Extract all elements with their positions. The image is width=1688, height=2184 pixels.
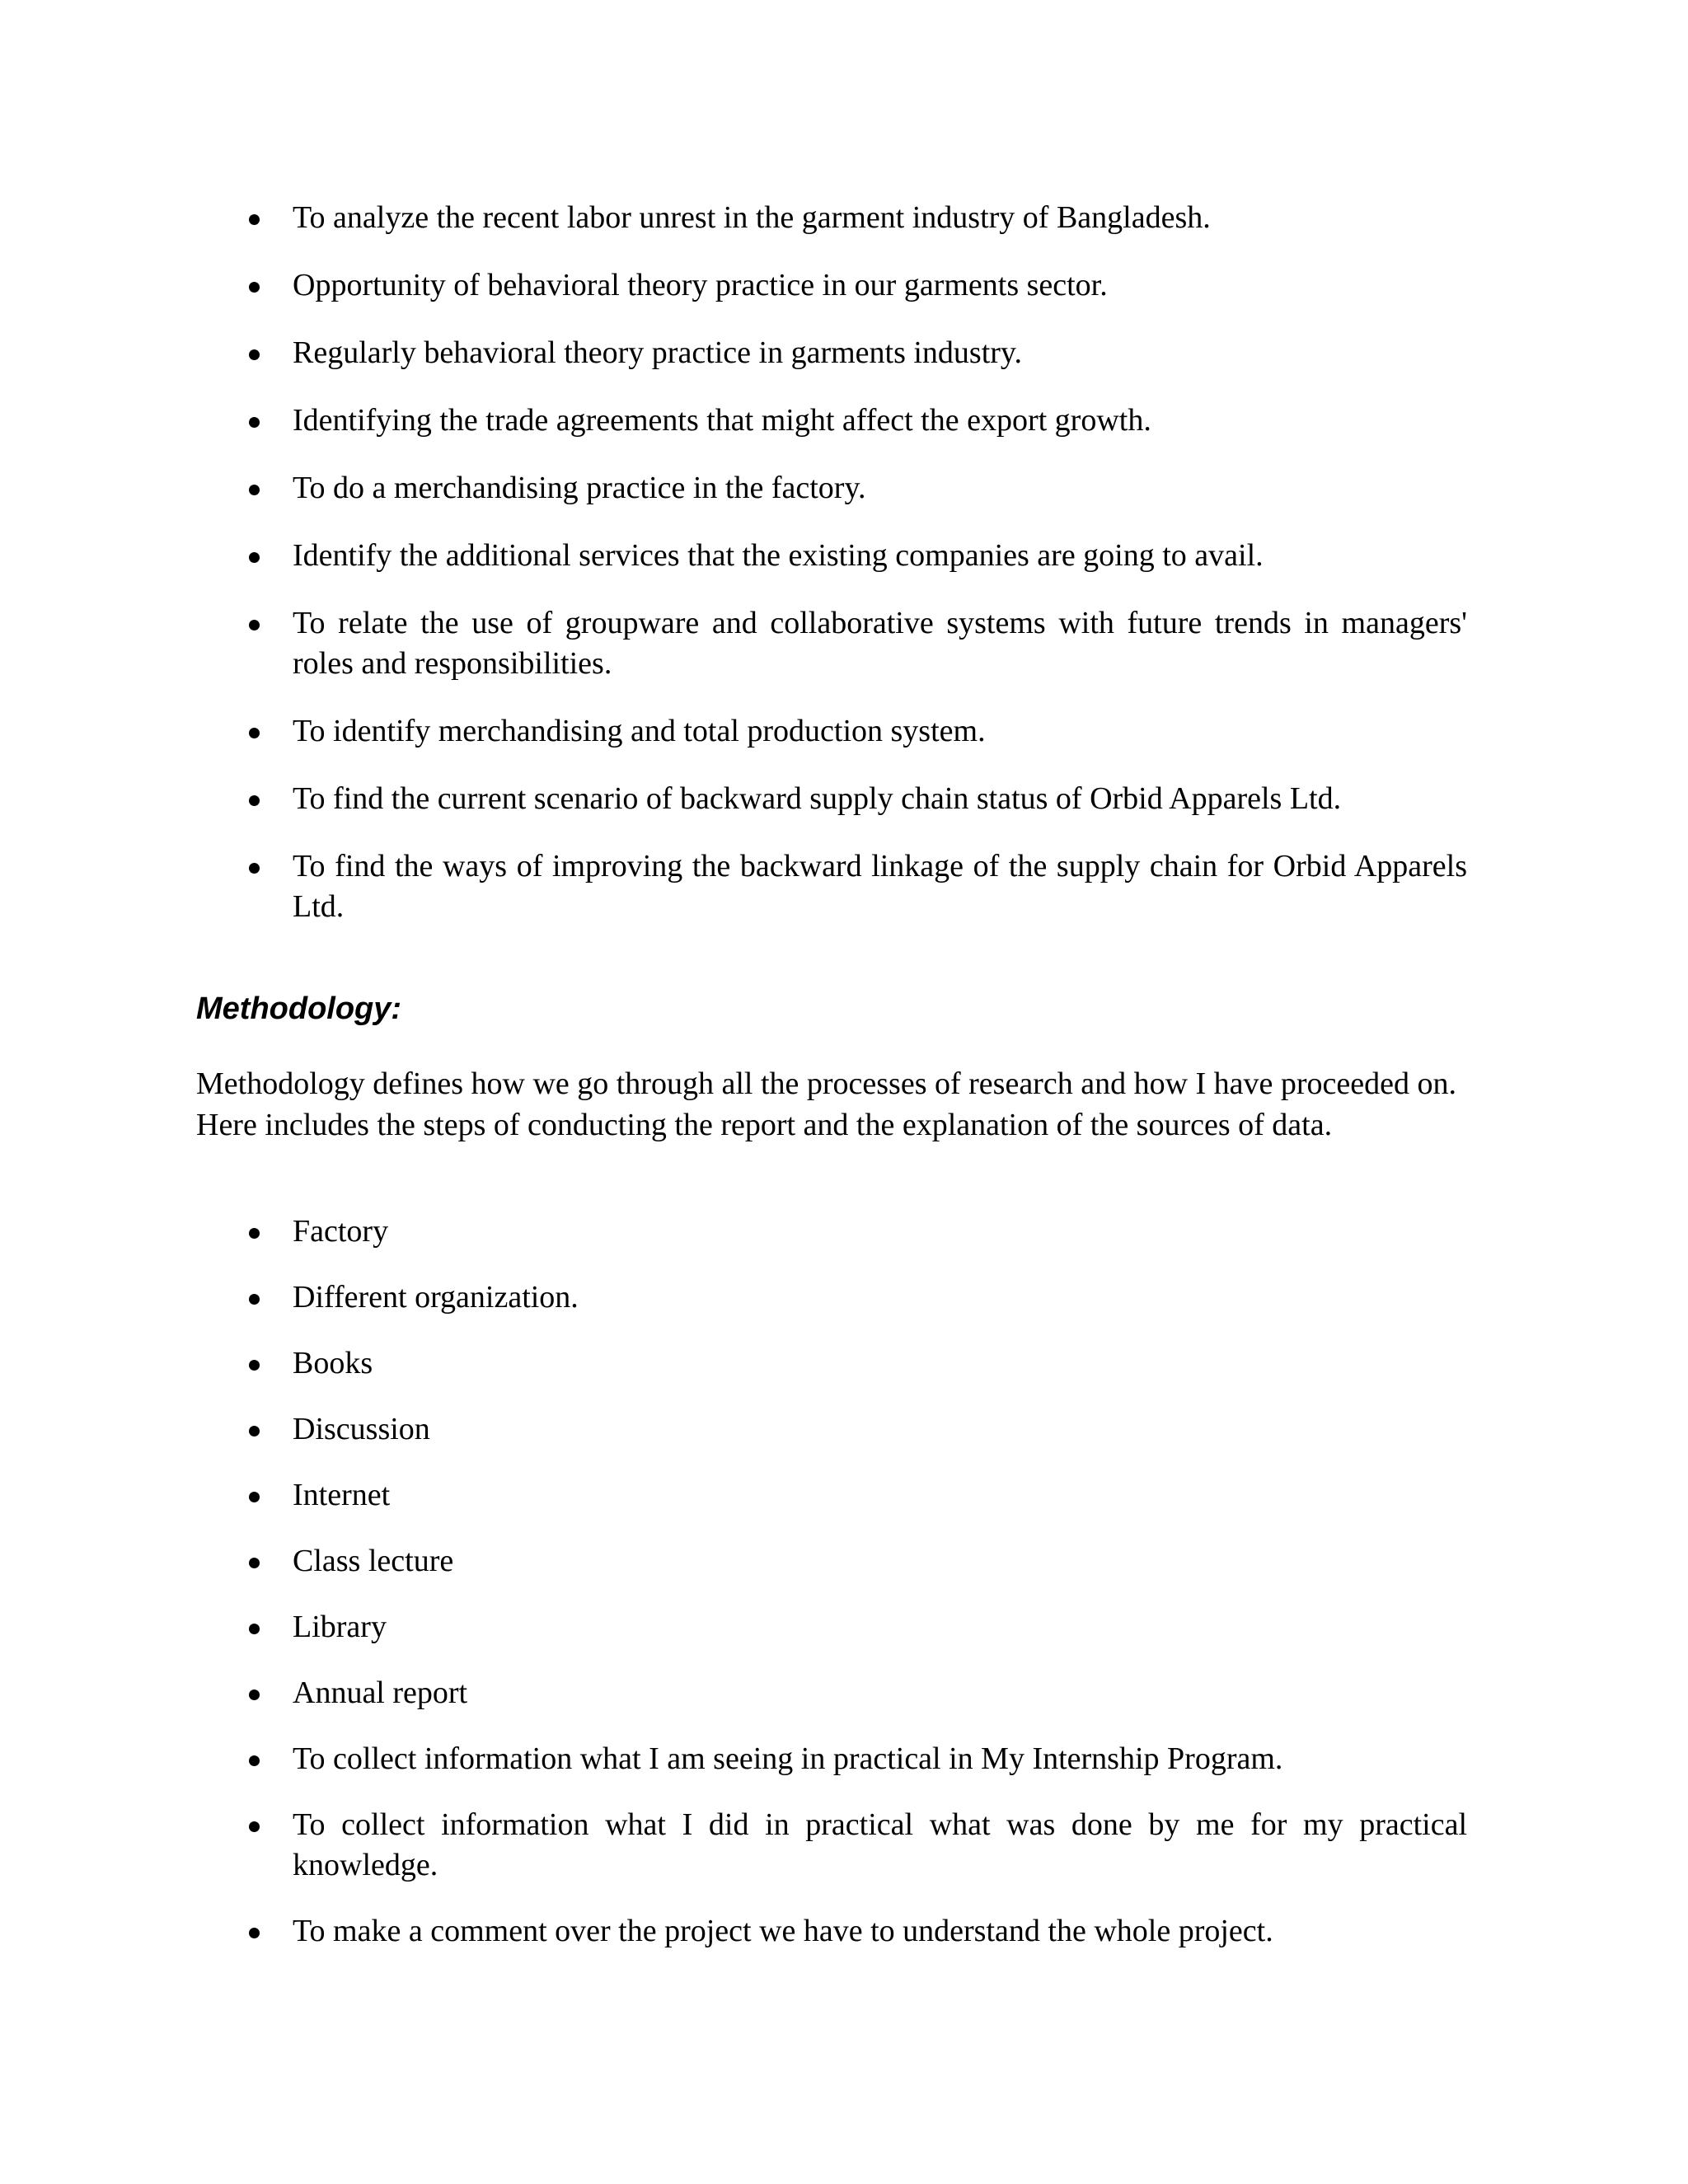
bullet-icon bbox=[247, 1475, 264, 1516]
list-item bbox=[293, 468, 1467, 509]
bullet-icon bbox=[247, 536, 264, 576]
list-item bbox=[293, 1541, 1467, 1582]
list-item-text: To collect information what I am seeing in practical in My Internship Program. bbox=[293, 1741, 1283, 1776]
list-item-text: Annual report bbox=[293, 1675, 468, 1710]
list-item bbox=[293, 779, 1467, 819]
list-item-text: To identify merchandising and total production system. bbox=[293, 714, 986, 748]
methodology-heading: Methodology: bbox=[196, 991, 402, 1026]
list-item-text: Opportunity of behavioral theory practice in our garments sector. bbox=[293, 268, 1108, 302]
list-item-text: To find the ways of improving the backward linkage of the supply chain for Orbid Apparels Ltd. bbox=[293, 849, 1467, 924]
list-item-text: Factory bbox=[293, 1214, 389, 1249]
bullet-icon bbox=[247, 1911, 264, 1952]
list-item-text: To make a comment over the project we have to understand the whole project. bbox=[293, 1914, 1273, 1948]
objectives-list bbox=[293, 198, 1467, 954]
list-item bbox=[293, 1343, 1467, 1384]
bullet-icon bbox=[247, 603, 264, 644]
methodology-paragraph bbox=[196, 1063, 1470, 1146]
bullet-icon bbox=[247, 333, 264, 373]
list-item bbox=[293, 536, 1467, 576]
list-item-text: Class lecture bbox=[293, 1544, 454, 1578]
bullet-icon bbox=[247, 265, 264, 306]
bullet-icon bbox=[247, 468, 264, 509]
list-item bbox=[293, 401, 1467, 441]
bullet-icon bbox=[247, 779, 264, 819]
list-item bbox=[293, 333, 1467, 373]
bullet-icon bbox=[247, 401, 264, 441]
list-item-text: Regularly behavioral theory practice in garments industry. bbox=[293, 335, 1022, 370]
list-item-text: Books bbox=[293, 1346, 373, 1380]
bullet-icon bbox=[247, 711, 264, 752]
list-item bbox=[293, 1673, 1467, 1713]
bullet-icon bbox=[247, 1409, 264, 1450]
list-item-text: Library bbox=[293, 1610, 387, 1644]
list-item-text: To relate the use of groupware and collaborative systems with future trends in managers' roles and responsibilities. bbox=[293, 606, 1467, 681]
bullet-icon bbox=[247, 1541, 264, 1582]
list-item-text: To collect information what I did in practical what was done by me for my practical knowledge. bbox=[293, 1807, 1467, 1882]
list-item bbox=[293, 603, 1467, 684]
list-item-text: To do a merchandising practice in the factory. bbox=[293, 471, 866, 505]
methodology-paragraph-line: Methodology defines how we go through all the processes of research and how I have proceeded on. bbox=[196, 1066, 1457, 1101]
list-item bbox=[293, 1212, 1467, 1252]
list-item bbox=[293, 198, 1467, 238]
list-item bbox=[293, 1475, 1467, 1516]
list-item-text: Different organization. bbox=[293, 1280, 579, 1315]
list-item-text: Identifying the trade agreements that might affect the export growth. bbox=[293, 403, 1151, 438]
bullet-icon bbox=[247, 1607, 264, 1647]
list-item-text: Internet bbox=[293, 1478, 391, 1512]
bullet-icon bbox=[247, 1277, 264, 1318]
list-item-text: Identify the additional services that the existing companies are going to avail. bbox=[293, 538, 1264, 573]
bullet-icon bbox=[247, 1805, 264, 1845]
list-item-text: Discussion bbox=[293, 1412, 430, 1446]
bullet-icon bbox=[247, 1343, 264, 1384]
list-item-text: To analyze the recent labor unrest in the garment industry of Bangladesh. bbox=[293, 200, 1211, 235]
bullet-icon bbox=[247, 1212, 264, 1252]
list-item bbox=[293, 1805, 1467, 1886]
bullet-icon bbox=[247, 1673, 264, 1713]
list-item bbox=[293, 265, 1467, 306]
list-item-text: To find the current scenario of backward supply chain status of Orbid Apparels Ltd. bbox=[293, 781, 1342, 816]
list-item bbox=[293, 1607, 1467, 1647]
list-item bbox=[293, 711, 1467, 752]
sources-list bbox=[293, 1212, 1467, 1977]
list-item bbox=[293, 1277, 1467, 1318]
list-item bbox=[293, 1409, 1467, 1450]
methodology-paragraph-line: Here includes the steps of conducting the report and the explanation of the sources of data. bbox=[196, 1108, 1333, 1142]
bullet-icon bbox=[247, 198, 264, 238]
list-item bbox=[293, 1911, 1467, 1952]
list-item bbox=[293, 1739, 1467, 1779]
bullet-icon bbox=[247, 1739, 264, 1779]
bullet-icon bbox=[247, 846, 264, 887]
list-item bbox=[293, 846, 1467, 927]
